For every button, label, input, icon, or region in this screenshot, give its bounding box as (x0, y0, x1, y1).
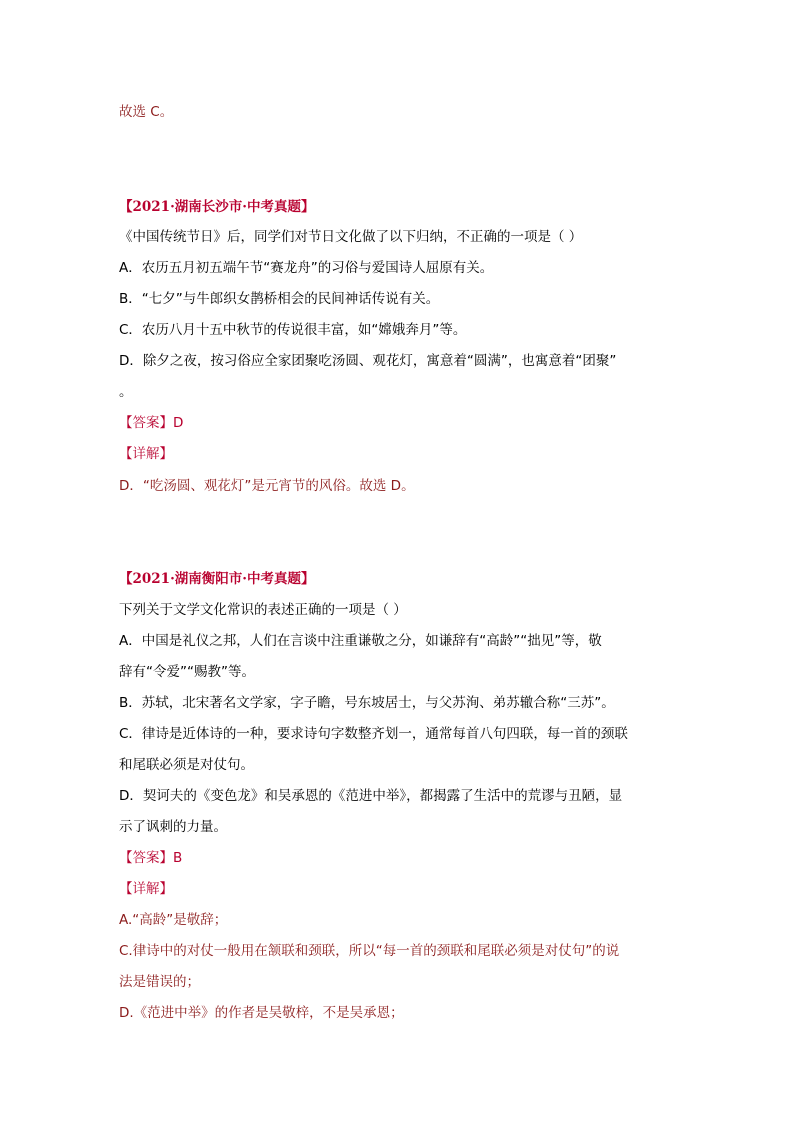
q1-answer-label: 【答案】 (119, 415, 173, 431)
q2-option-c: C．律诗是近体诗的一种，要求诗句字数整齐划一，通常每首八句四联，每一首的颈联 (119, 726, 628, 742)
q1-answer (119, 414, 183, 432)
q2-detail-label: 【详解】 (119, 881, 173, 897)
q2-answer-value: B (173, 850, 183, 866)
q1-detail-label: 【详解】 (119, 446, 173, 462)
q2-stem: 下列关于文学文化常识的表述正确的一项是（ ） (119, 602, 407, 618)
q2-detail-a: A.“高龄”是敬辞； (119, 912, 228, 928)
q2-detail-c: C.律诗中的对仗一般用在颔联和颈联，所以“每一首的颈联和尾联必须是对仗句”的说 (119, 943, 620, 959)
q1-source-header: 【2021·湖南长沙市·中考真题】 (119, 199, 315, 215)
q1-answer-value: D (173, 415, 184, 431)
q2-source-header: 【2021·湖南衡阳市·中考真题】 (119, 571, 315, 587)
q1-option-d-cont: 。 (119, 384, 133, 400)
q2-answer-label: 【答案】 (119, 850, 173, 866)
q2-option-d: D．契诃夫的《变色龙》和吴承恩的《范进中举》，都揭露了生活中的荒谬与丑陋，显 (119, 788, 623, 804)
q2-option-a-cont: 辞有“令爱”“赐教”等。 (119, 664, 255, 680)
q2-detail-d: D.《范进中举》的作者是吴敬梓，不是吴承恩； (119, 1005, 404, 1021)
conclusion-text: 故选 C。 (119, 104, 174, 120)
q1-option-b: B．“七夕”与牛郎织女鹊桥相会的民间神话传说有关。 (119, 291, 440, 307)
q1-detail: D．“吃汤圆、观花灯”是元宵节的风俗。故选 D。 (119, 478, 415, 494)
q1-stem: 《中国传统节日》后，同学们对节日文化做了以下归纳，不正确的一项是（ ） (119, 229, 583, 245)
q1-option-d: D．除夕之夜，按习俗应全家团聚吃汤圆、观花灯，寓意着“圆满”，也寓意着“团聚” (119, 353, 617, 369)
q2-option-b: B．苏轼，北宋著名文学家，字子瞻，号东坡居士，与父苏洵、弟苏辙合称“三苏”。 (119, 695, 615, 711)
q2-option-a: A．中国是礼仪之邦，人们在言谈中注重谦敬之分，如谦辞有“高龄”“拙见”等，敬 (119, 633, 602, 649)
q2-option-d-cont: 示了讽刺的力量。 (119, 819, 227, 835)
q2-detail-c-cont: 法是错误的； (119, 974, 200, 990)
q2-option-c-cont: 和尾联必须是对仗句。 (119, 757, 254, 773)
q1-option-a: A．农历五月初五端午节“赛龙舟”的习俗与爱国诗人屈原有关。 (119, 260, 494, 276)
q2-answer (119, 849, 182, 867)
q1-option-c: C．农历八月十五中秋节的传说很丰富，如“嫦娥奔月”等。 (119, 322, 467, 338)
